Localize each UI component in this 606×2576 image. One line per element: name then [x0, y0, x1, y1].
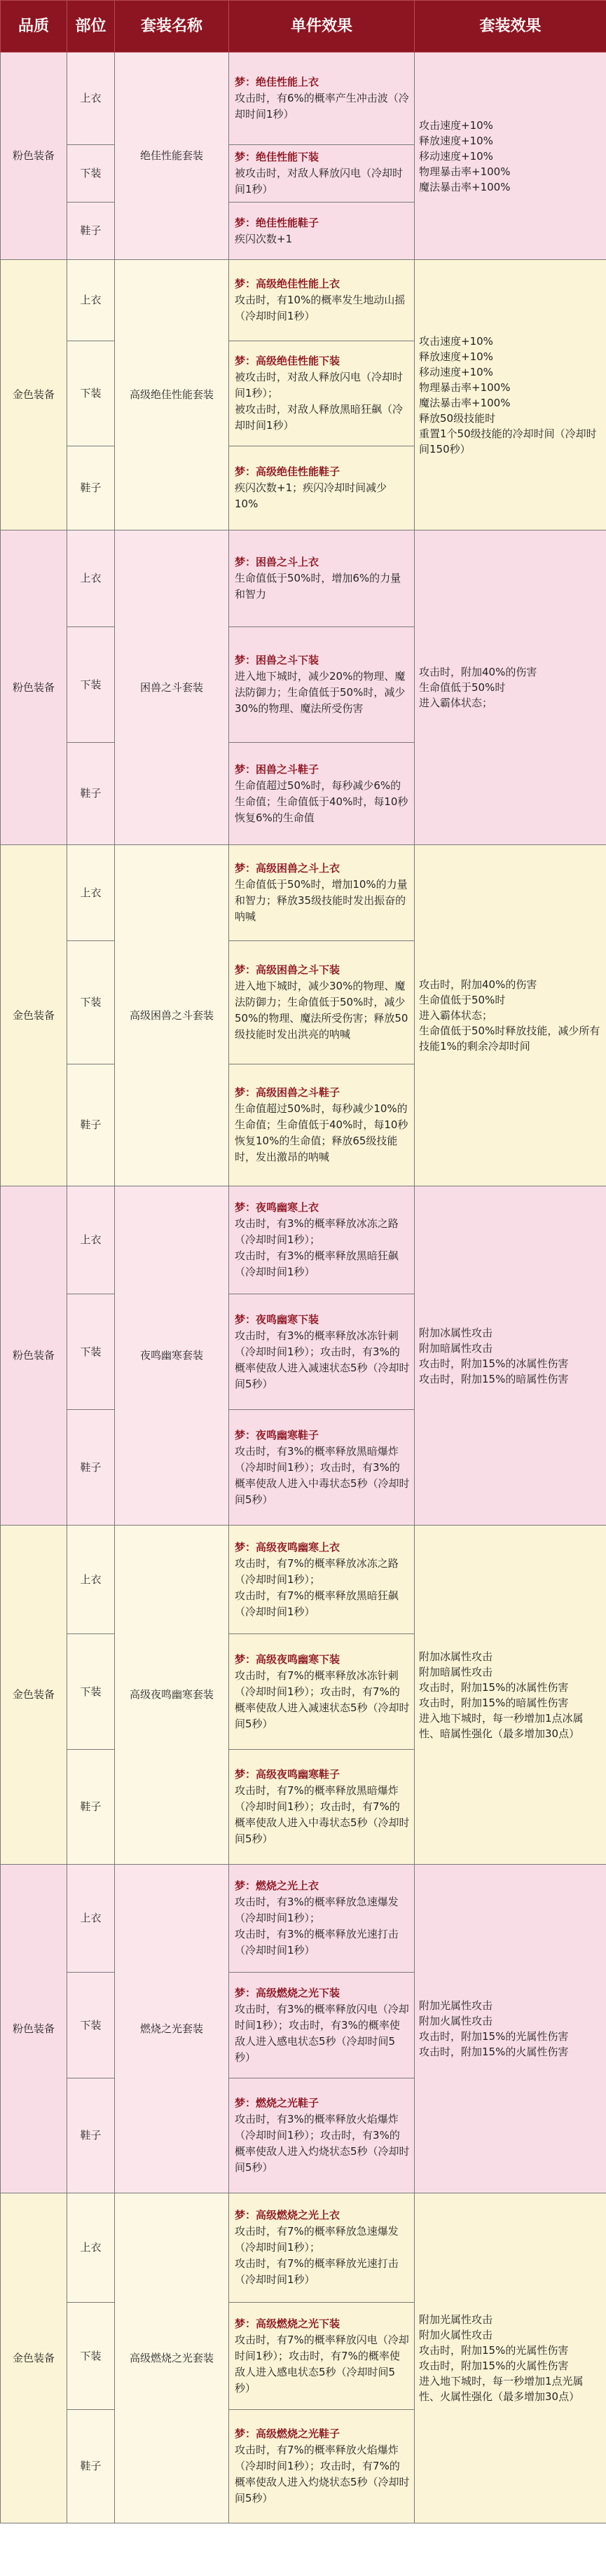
item-name: 梦：夜鸣幽寒下装	[235, 1313, 319, 1326]
set-row	[1, 53, 606, 145]
slot-cell: 上衣	[67, 1186, 115, 1294]
item-effect-cell	[229, 446, 415, 530]
slot-cell: 下装	[67, 145, 115, 203]
item-name: 梦：高级夜鸣幽寒上衣	[235, 1540, 340, 1554]
item-effect-text: 进入地下城时，减少30%的物理、魔法防御力；生命值低于50%时，减少50%的物理、魔法所受伤害；释放50级技能时发出洪亮的呐喊	[235, 980, 408, 1041]
item-name: 梦：困兽之斗上衣	[235, 556, 319, 568]
slot-cell: 上衣	[67, 260, 115, 341]
item-effect-text: 攻击时，有7%的概率释放急速爆发（冷却时间1秒）； 攻击时，有7%的概率释放光速打击（冷却时间1秒）	[235, 2225, 399, 2286]
item-effect-text: 攻击时，有7%的概率释放火焰爆炸（冷却时间1秒）；攻击时，有7%的概率使敌人进入灼烧状态5秒（冷却时间5秒）	[235, 2444, 410, 2505]
slot-cell: 鞋子	[67, 1750, 115, 1865]
set-row	[1, 260, 606, 341]
item-effect-cell	[229, 627, 415, 743]
set-effect-cell: 攻击速度+10% 释放速度+10% 移动速度+10% 物理暴击率+100% 魔法暴击率+100% 释放50级技能时 重置1个50级技能的冷却时间（冷却时间150秒）	[415, 260, 606, 530]
set-row	[1, 1186, 606, 1294]
header-row	[1, 1, 606, 53]
quality-cell: 金色装备	[1, 845, 67, 1186]
item-effect-cell	[229, 1865, 415, 1973]
slot-cell: 鞋子	[67, 203, 115, 260]
set-effect-cell: 附加冰属性攻击 附加暗属性攻击 攻击时，附加15%的冰属性伤害 攻击时，附加15%的暗属性伤害 进入地下城时，每一秒增加1点冰属性、暗属性强化（最多增加30点）	[415, 1526, 606, 1865]
item-effect-cell	[229, 1186, 415, 1294]
item-effect-text: 被攻击时，对敌人释放闪电（冷却时间1秒）	[235, 167, 404, 196]
item-effect-text: 攻击时，有6%的概率产生冲击波（冷却时间1秒）	[235, 92, 409, 121]
slot-cell: 上衣	[67, 1526, 115, 1634]
set-effect-cell: 攻击速度+10% 释放速度+10% 移动速度+10% 物理暴击率+100% 魔法暴击率+100%	[415, 53, 606, 260]
item-name: 梦：燃烧之光鞋子	[235, 2097, 319, 2109]
item-effect-cell	[229, 1064, 415, 1186]
slot-cell: 下装	[67, 941, 115, 1064]
slot-cell: 下装	[67, 1634, 115, 1750]
item-name: 梦：绝佳性能下装	[235, 151, 319, 163]
item-effect-text: 疾闪次数+1；疾闪冷却时间减少10%	[235, 481, 387, 510]
slot-cell: 下装	[67, 1973, 115, 2078]
set-effect-cell: 攻击时，附加40%的伤害 生命值低于50%时 进入霸体状态； 生命值低于50%时释放技能，减少所有技能1%的剩余冷却时间	[415, 845, 606, 1186]
item-effect-text: 生命值超过50%时，每秒减少6%的生命值；生命值低于40%时，每10秒恢复6%的生命值	[235, 779, 408, 824]
item-name: 梦：困兽之斗鞋子	[235, 762, 319, 776]
set-row	[1, 2193, 606, 2303]
item-effect-cell	[229, 260, 415, 341]
quality-cell: 金色装备	[1, 1526, 67, 1865]
item-effect-cell	[229, 845, 415, 941]
slot-cell: 上衣	[67, 1865, 115, 1973]
header-set-name: 套装名称	[115, 1, 229, 53]
slot-cell: 鞋子	[67, 2078, 115, 2193]
item-name: 梦：高级绝佳性能上衣	[235, 278, 340, 290]
item-effect-text: 攻击时，有7%的概率释放闪电（冷却时间1秒）；攻击时，有7%的概率使敌人进入感电状态5秒（冷却时间5秒）	[235, 2333, 409, 2395]
item-effect-text: 攻击时，有3%的概率释放闪电（冷却时间1秒）；攻击时，有3%的概率使敌人进入感电状态5秒（冷却时间5秒）	[235, 2002, 409, 2064]
item-effect-text: 进入地下城时，减少20%的物理、魔法防御力；生命值低于50%时，减少30%的物理、魔法所受伤害	[235, 670, 406, 715]
item-name: 梦：绝佳性能上衣	[235, 76, 319, 88]
item-effect-cell	[229, 1634, 415, 1750]
item-effect-text: 攻击时，有3%的概率释放火焰爆炸（冷却时间1秒）；攻击时，有3%的概率使敌人进入灼烧状态5秒（冷却时间5秒）	[235, 2113, 410, 2174]
item-effect-cell	[229, 203, 415, 260]
slot-cell: 上衣	[67, 2193, 115, 2303]
set-name-cell: 高级绝佳性能套装	[115, 260, 229, 530]
item-effect-cell	[229, 530, 415, 627]
item-name: 梦：绝佳性能鞋子	[235, 216, 319, 229]
set-effect-cell: 附加冰属性攻击 附加暗属性攻击 攻击时，附加15%的冰属性伤害 攻击时，附加15%的暗属性伤害	[415, 1186, 606, 1526]
item-effect-cell	[229, 1526, 415, 1634]
quality-cell: 粉色装备	[1, 1865, 67, 2193]
quality-cell: 粉色装备	[1, 53, 67, 260]
item-effect-text: 生命值超过50%时，每秒减少10%的生命值；生命值低于40%时，每10秒恢复10%的生命值；释放65级技能时，发出激昂的呐喊	[235, 1102, 408, 1163]
slot-cell: 下装	[67, 2303, 115, 2410]
item-effect-cell	[229, 2078, 415, 2193]
header-slot: 部位	[67, 1, 115, 53]
quality-cell: 粉色装备	[1, 530, 67, 845]
item-name: 梦：燃烧之光上衣	[235, 1879, 319, 1892]
set-row	[1, 1526, 606, 1634]
item-name: 梦：高级燃烧之光上衣	[235, 2209, 340, 2221]
item-effect-cell	[229, 1973, 415, 2078]
set-name-cell: 夜鸣幽寒套装	[115, 1186, 229, 1526]
set-row	[1, 530, 606, 627]
set-row	[1, 845, 606, 941]
item-effect-text: 攻击时，有3%的概率释放冰冻针刺（冷却时间1秒）；攻击时，有3%的概率使敌人进入减速状态5秒（冷却时间5秒）	[235, 1329, 410, 1390]
item-name: 梦：高级燃烧之光下装	[235, 2317, 340, 2330]
quality-cell: 金色装备	[1, 260, 67, 530]
item-effect-text: 生命值低于50%时，增加10%的力量和智力；释放35级技能时发出振奋的呐喊	[235, 878, 408, 923]
slot-cell: 鞋子	[67, 446, 115, 530]
item-effect-cell	[229, 1410, 415, 1526]
slot-cell: 上衣	[67, 845, 115, 941]
set-effect-cell: 附加光属性攻击 附加火属性攻击 攻击时，附加15%的光属性伤害 攻击时，附加15%的火属性伤害	[415, 1865, 606, 2193]
header-item-effect: 单件效果	[229, 1, 415, 53]
set-name-cell: 高级燃烧之光套装	[115, 2193, 229, 2523]
item-effect-text: 攻击时，有7%的概率释放冰冻之路（冷却时间1秒）； 攻击时，有7%的概率释放黑暗狂飙（冷却时间1秒）	[235, 1556, 399, 1618]
item-effect-cell	[229, 2410, 415, 2523]
slot-cell: 下装	[67, 627, 115, 743]
item-effect-text: 攻击时，有7%的概率释放黑暗爆炸（冷却时间1秒）；攻击时，有7%的概率使敌人进入中毒状态5秒（冷却时间5秒）	[235, 1784, 410, 1845]
item-name: 梦：高级困兽之斗上衣	[235, 862, 340, 875]
item-effect-cell	[229, 341, 415, 446]
set-effect-cell: 附加光属性攻击 附加火属性攻击 攻击时，附加15%的光属性伤害 攻击时，附加15%的火属性伤害 进入地下城时，每一秒增加1点光属性、火属性强化（最多增加30点）	[415, 2193, 606, 2523]
slot-cell: 下装	[67, 341, 115, 446]
item-effect-text: 被攻击时，对敌人释放闪电（冷却时间1秒）； 被攻击时，对敌人释放黑暗狂飙（冷却时间1秒）	[235, 371, 404, 432]
item-name: 梦：高级夜鸣幽寒鞋子	[235, 1768, 340, 1781]
item-name: 梦：高级夜鸣幽寒下装	[235, 1652, 340, 1666]
slot-cell: 鞋子	[67, 1064, 115, 1186]
item-name: 梦：夜鸣幽寒鞋子	[235, 1428, 319, 1441]
item-effect-text: 攻击时，有3%的概率释放黑暗爆炸（冷却时间1秒）；攻击时，有3%的概率使敌人进入中毒状态5秒（冷却时间5秒）	[235, 1444, 410, 1506]
item-name: 梦：高级困兽之斗鞋子	[235, 1086, 340, 1099]
table-body	[1, 53, 606, 2523]
item-effect-cell	[229, 2193, 415, 2303]
item-effect-cell	[229, 2303, 415, 2410]
item-effect-text: 攻击时，有3%的概率释放冰冻之路（冷却时间1秒）； 攻击时，有3%的概率释放黑暗狂飙（冷却时间1秒）	[235, 1217, 399, 1278]
item-effect-text: 攻击时，有3%的概率释放急速爆发（冷却时间1秒）； 攻击时，有3%的概率释放光速打击（冷却时间1秒）	[235, 1896, 399, 1957]
item-effect-cell	[229, 1750, 415, 1865]
set-name-cell: 高级夜鸣幽寒套装	[115, 1526, 229, 1865]
item-effect-text: 疾闪次数+1	[235, 232, 293, 245]
set-name-cell: 绝佳性能套装	[115, 53, 229, 260]
item-name: 梦：夜鸣幽寒上衣	[235, 1201, 319, 1214]
slot-cell: 上衣	[67, 53, 115, 145]
item-effect-text: 生命值低于50%时，增加6%的力量和智力	[235, 572, 401, 601]
slot-cell: 鞋子	[67, 2410, 115, 2523]
slot-cell: 鞋子	[67, 743, 115, 845]
slot-cell: 上衣	[67, 530, 115, 627]
slot-cell: 下装	[67, 1294, 115, 1410]
item-effect-cell	[229, 941, 415, 1064]
header-set-effect: 套装效果	[415, 1, 606, 53]
item-name: 梦：高级燃烧之光鞋子	[235, 2427, 340, 2440]
item-effect-cell	[229, 743, 415, 845]
item-name: 梦：高级绝佳性能鞋子	[235, 465, 340, 478]
set-name-cell: 高级困兽之斗套装	[115, 845, 229, 1186]
item-name: 梦：高级绝佳性能下装	[235, 355, 340, 367]
set-name-cell: 燃烧之光套装	[115, 1865, 229, 2193]
item-name: 梦：困兽之斗下装	[235, 654, 319, 666]
item-name: 梦：高级燃烧之光下装	[235, 1986, 340, 1999]
slot-cell: 鞋子	[67, 1410, 115, 1526]
set-row	[1, 1865, 606, 1973]
item-effect-text: 攻击时，有10%的概率发生地动山摇（冷却时间1秒）	[235, 294, 406, 322]
item-effect-cell	[229, 145, 415, 203]
set-effect-cell: 攻击时，附加40%的伤害 生命值低于50%时 进入霸体状态；	[415, 530, 606, 845]
header-quality: 品质	[1, 1, 67, 53]
item-effect-text: 攻击时，有7%的概率释放冰冻针刺（冷却时间1秒）；攻击时，有7%的概率使敌人进入减速状态5秒（冷却时间5秒）	[235, 1669, 410, 1730]
quality-cell: 金色装备	[1, 2193, 67, 2523]
item-effect-cell	[229, 53, 415, 145]
quality-cell: 粉色装备	[1, 1186, 67, 1526]
set-name-cell: 困兽之斗套装	[115, 530, 229, 845]
item-effect-cell	[229, 1294, 415, 1410]
item-name: 梦：高级困兽之斗下装	[235, 964, 340, 976]
